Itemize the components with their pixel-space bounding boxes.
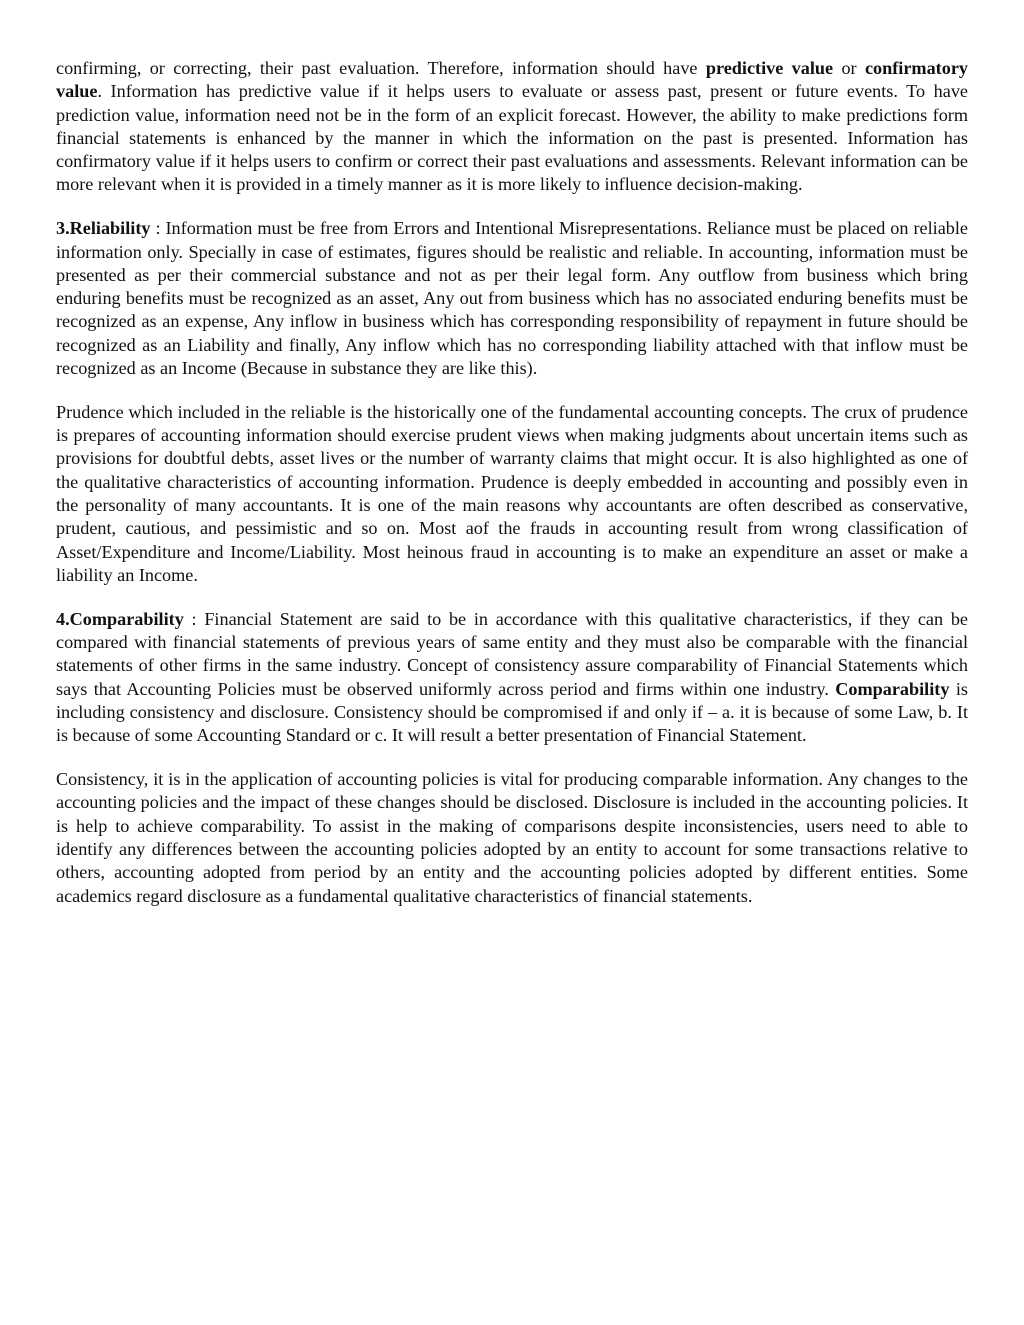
paragraph-consistency <box>56 768 968 908</box>
heading-comparability: 4.Comparability <box>56 608 184 629</box>
heading-reliability: 3.Reliability <box>56 218 151 239</box>
term-comparability: Comparability <box>835 678 950 699</box>
paragraph-comparability <box>56 608 968 748</box>
paragraph-text: Consistency, it is in the application of accounting policies is vital for producing comparable information. Any changes to the accounting policies and the impact of these changes should be disclosed. Disclosure is included in the accounting policies. It is help to achieve comparability. To assist in the making of comparisons despite inconsistencies, users need to able to identify any differences between the accounting policies adopted by an entity to account for some transactions relative to others, accounting adopted from period by an entity and the accounting policies adopted by different entities. Some academics regard disclosure as a fundamental qualitative characteristics of financial statements. <box>56 769 968 906</box>
term-confirmatory-value: confirmatory value <box>56 58 968 102</box>
paragraph-text: is including consistency and disclosure. Consistency should be compromised if and only if – a. it is because of some Law, b. It is because of some Accounting Standard or c. It will result a better presentation of Financial Statement. <box>56 678 968 746</box>
paragraph-reliability <box>56 217 968 380</box>
paragraph-text: Prudence which included in the reliable is the historically one of the fundamental accounting concepts. The crux of prudence is prepares of accounting information should exercise prudent views when making judgments about uncertain items such as provisions for doubtful debts, asset lives or the number of warranty claims that might occur. It is also highlighted as one of the qualitative characteristics of accounting information. Prudence is deeply embedded in accounting and possibly even in the personality of many accountants. It is one of the main reasons why accountants are often described as conservative, prudent, cautious, and pessimistic and so on. Most aof the frauds in accounting result from wrong classification of Asset/Expenditure and Income/Liability. Most heinous fraud in accounting is to make an expenditure an asset or make a liability an Income. <box>56 401 968 585</box>
paragraph-text: : Financial Statement are said to be in accordance with this qualitative characteristics, if they can be compared with financial statements of previous years of same entity and they must also be comparable with the financial statements of other firms in the same industry. Concept of consistency assure comparability of Financial Statements which says that Accounting Policies must be observed uniformly across period and firms within one industry. <box>56 608 968 699</box>
document-page <box>56 57 968 928</box>
term-predictive-value: predictive value <box>705 58 834 78</box>
paragraph-predictive-value <box>56 57 968 197</box>
paragraph-text: or <box>833 58 865 78</box>
paragraph-text: . Information has predictive value if it helps users to evaluate or assess past, present or future events. To have prediction value, information need not be in the form of an explicit forecast. However, the ability to make predictions form financial statements is enhanced by the manner in which the information on the past is presented. Information has confirmatory value if it helps users to confirm or correct their past evaluations and assessments. Relevant information can be more relevant when it is provided in a timely manner as it is more likely to influence decision-making. <box>56 81 968 195</box>
paragraph-text: : Information must be free from Errors and Intentional Misrepresentations. Reliance must be placed on reliable information only. Specially in case of estimates, figures should be realistic and reliable. In accounting, information must be presented as per their commercial substance and not as per their legal form. Any outflow from business which bring enduring benefits must be recognized as an asset, Any out from business which has no associated enduring benefits must be recognized as an expense, Any inflow in business which has corresponding responsibility of repayment in future should be recognized as an Liability and finally, Any inflow which has no corresponding liability attached with that inflow must be recognized as an Income (Because in substance they are like this). <box>56 218 968 379</box>
paragraph-prudence <box>56 401 968 587</box>
paragraph-text: confirming, or correcting, their past evaluation. Therefore, information should have <box>56 58 706 78</box>
